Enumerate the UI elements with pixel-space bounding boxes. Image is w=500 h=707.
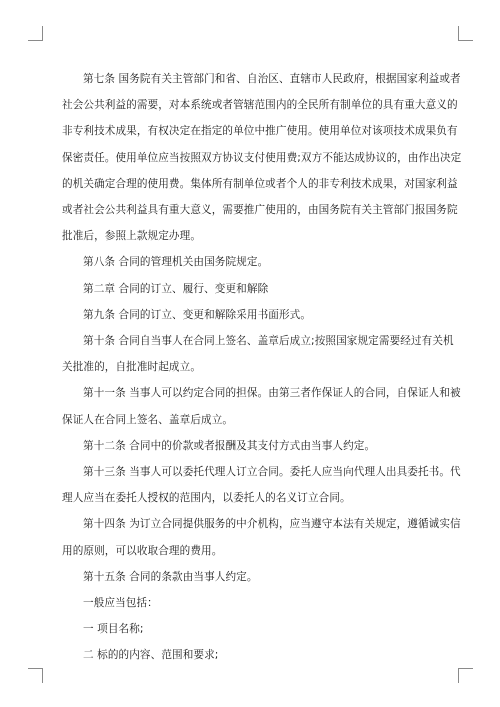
crop-mark-top-left [28,26,43,41]
text-line: 或者社会公共利益具有重大意义，需要推广使用的，由国务院有关主管部门报国务院 [62,204,458,217]
paragraph [62,276,442,302]
text-line: 保密责任。使用单位应当按照双方协议支付使用费;双方不能达成协议的，由作出决定 [62,151,462,164]
text-line: 保证人在合同上签名、盖章后成立。 [62,413,234,426]
text-line: 第十四条 为订立合同提供服务的中介机构，应当遵守本法有关规定，遵循诚实信 [83,518,461,531]
paragraph [62,616,442,642]
paragraph [62,511,461,563]
text-line: 的机关确定合理的使用费。集体所有制单位或者个人的非专利技术成果，对国家利益 [62,177,458,190]
paragraph [62,380,461,432]
text-line: 第十二条 合同中的价款或者报酬及其支付方式由当事人约定。 [83,439,376,452]
crop-mark-top-right [458,26,473,41]
paragraph [62,302,442,328]
text-line: 第八条 合同的管理机关由国务院规定。 [83,256,269,269]
paragraph [62,564,442,590]
text-line: 理人应当在委托人授权的范围内，以委托人的名义订立合同。 [62,492,351,505]
crop-mark-bottom-right [458,668,473,683]
paragraph [62,433,442,459]
text-line: 二 标的的内容、范围和要求; [83,649,219,662]
text-line: 非专利技术成果，有权决定在指定的单位中推广使用。使用单位对该项技术成果负有 [62,125,458,138]
text-line: 一般应当包括： [83,597,158,610]
paragraph [62,328,454,380]
text-line: 第七条 国务院有关主管部门和省、自治区、直辖市人民政府，根据国家利益或者 [83,73,461,85]
paragraph [62,66,462,249]
crop-mark-bottom-left [28,668,43,683]
paragraph [62,642,442,668]
text-line: 第十一条 当事人可以约定合同的担保。由第三者作保证人的合同，自保证人和被 [83,387,461,400]
text-line: 用的原则，可以收取合理的费用。 [62,544,223,557]
text-line: 第十五条 合同的条款由当事人约定。 [83,570,258,583]
text-line: 第九条 合同的订立、变更和解除采用书面形式。 [83,308,312,321]
document-body [62,66,462,669]
paragraph [62,459,461,511]
text-line: 第十条 合同自当事人在合同上签名、盖章后成立;按照国家规定需要经过有关机 [83,335,454,348]
text-line: 关批准的，自批准时起成立。 [62,361,202,374]
text-line: 第二章 合同的订立、履行、变更和解除 [83,282,269,295]
text-line: 批准后，参照上款规定办理。 [62,230,202,243]
paragraph [62,249,442,275]
text-line: 社会公共利益的需要，对本系统或者管辖范围内的全民所有制单位的具有重大意义的 [62,99,458,112]
paragraph [62,590,442,616]
text-line: 第十三条 当事人可以委托代理人订立合同。委托人应当向代理人出具委托书。代 [83,466,461,479]
text-line: 一 项目名称; [83,623,144,636]
